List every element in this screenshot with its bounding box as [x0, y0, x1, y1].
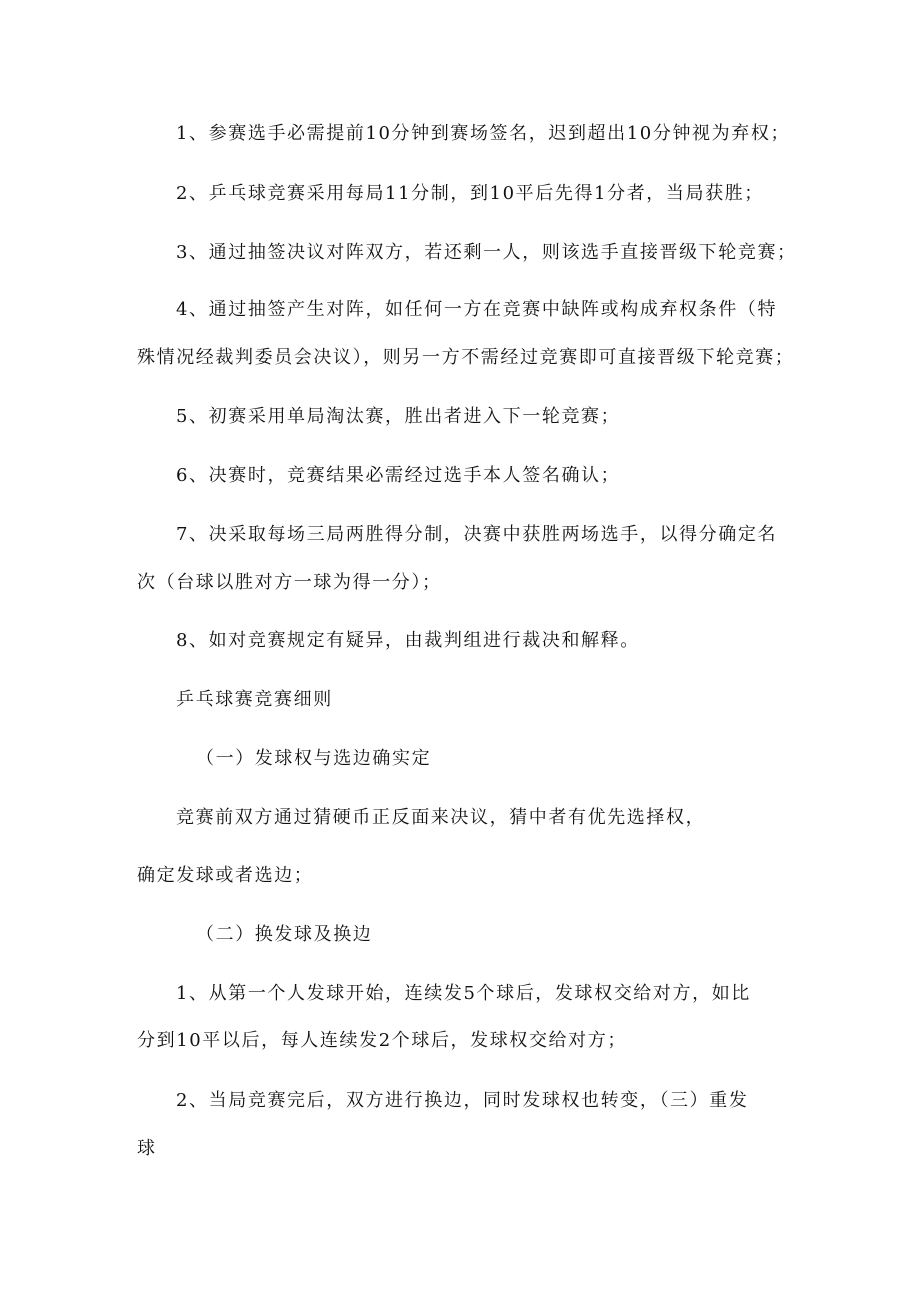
rule-2-text: 2、乒乓球竞赛采用每局11分制，到10平后先得1分者，当局获胜；: [176, 183, 764, 204]
rule-8-text: 8、如对竞赛规定有疑异，由裁判组进行裁决和解释。: [176, 630, 640, 651]
rule-4-text-line-1: 4、通过抽签产生对阵，如任何一方在竞赛中缺阵或构成弃权条件（特: [176, 299, 778, 320]
rule-1-text: 1、参赛选手必需提前10分钟到赛场签名，迟到超出10分钟视为弃权；: [176, 123, 791, 144]
rule-7-text-line-1: 7、决采取每场三局两胜得分制，决赛中获胜两场选手，以得分确定名: [176, 524, 778, 545]
subsection-heading-2: （二）换发球及换边: [196, 924, 373, 945]
rule-7-text-line-2: 次（台球以胜对方一球为得一分）；: [137, 572, 442, 593]
section-heading: 乒乓球赛竞赛细则: [176, 689, 333, 710]
rule-4-text-line-2: 殊情况经裁判委员会决议），则另一方不需经过竞赛即可直接晋级下轮竞赛；: [137, 347, 795, 368]
rule-5-text: 5、初赛采用单局淘汰赛，胜出者进入下一轮竞赛；: [176, 406, 621, 427]
serve-rule-2-line-2: 球: [137, 1138, 157, 1159]
rule-3-text: 3、通过抽签决议对阵双方，若还剩一人，则该选手直接晋级下轮竞赛；: [176, 242, 797, 263]
serve-rule-1-line-1: 1、从第一个人发球开始，连续发5个球后，发球权交给对方，如比: [176, 983, 751, 1004]
paragraph-coin-toss-line-1: 竞赛前双方通过猜硬币正反面来决议，猜中者有优先选择权，: [176, 807, 706, 828]
paragraph-coin-toss-line-2: 确定发球或者选边；: [137, 865, 314, 886]
serve-rule-1-line-2: 分到10平以后，每人连续发2个球后，发球权交给对方；: [137, 1030, 627, 1051]
subsection-heading-1: （一）发球权与选边确实定: [196, 748, 432, 769]
serve-rule-2-line-1: 2、当局竞赛完后，双方进行换边，同时发球权也转变，（三）重发: [176, 1090, 749, 1111]
rule-6-text: 6、决赛时，竞赛结果必需经过选手本人签名确认；: [176, 465, 621, 486]
